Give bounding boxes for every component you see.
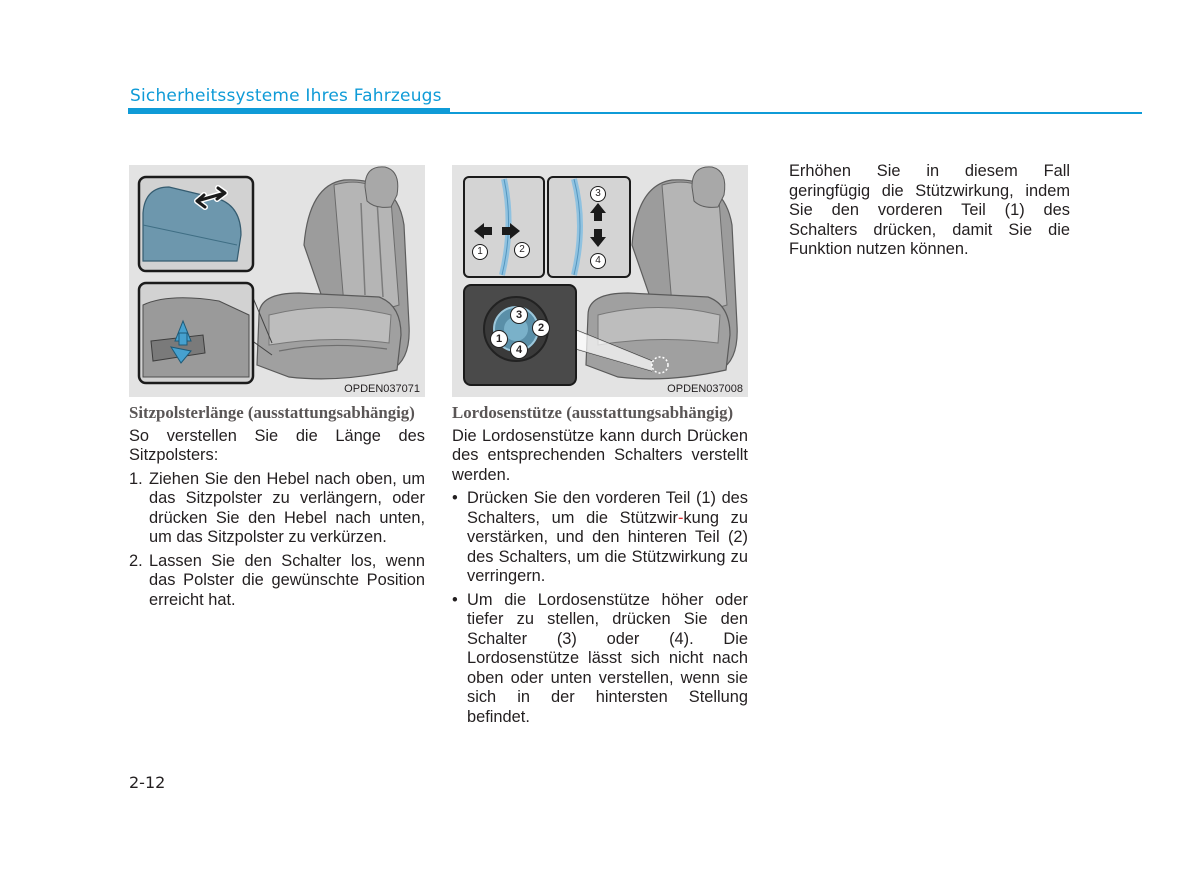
switch-button-4: 4 [510,341,528,359]
callout-2: 2 [514,242,530,258]
step-number: 1. [129,469,143,488]
continued-text: Erhöhen Sie in diesem Fall geringfügig die Stützwirkung, indem Sie den vorderen Teil (1) des Schalters drücken, damit Sie die Funktion nutzen können. [789,162,1070,258]
section-header-title: Sicherheitssysteme Ihres Fahrzeugs [130,86,442,106]
lumbar-support-section [452,403,748,731]
header-rule-accent [128,108,450,114]
callout-1: 1 [472,244,488,260]
list-item [129,470,425,548]
list-item [452,591,748,728]
switch-button-2: 2 [532,319,550,337]
section-heading: Lordosenstütze (ausstattungsabhängig) [452,403,734,422]
bullet-text [467,489,748,587]
step-number: 2. [129,551,143,570]
bullet-text-part: kung zu verstärken, und den hinteren Teil (2) des Schalters, um die Stützwirkung zu verringern. [467,508,748,585]
header-rule [450,112,1142,114]
continued-section [789,162,1070,264]
step-text: Ziehen Sie den Hebel nach oben, um das Sitzpolster zu verlängern, oder drücken Sie den Hebel nach unten, um das Sitzpolster zu verkürzen. [149,469,425,546]
switch-button-3: 3 [510,306,528,324]
section-intro: Die Lordosenstütze kann durch Drücken des entsprechenden Schalters verstellt werden. [452,426,748,484]
bullet-marker: • [452,590,458,609]
step-text: Lassen Sie den Schalter los, wenn das Polster die gewünschte Position erreicht hat. [149,551,425,609]
bullet-marker: • [452,489,458,507]
figure-code: OPDEN037008 [667,383,743,395]
figure-code: OPDEN037071 [344,383,420,395]
list-item [452,489,748,587]
list-item [129,552,425,611]
hyphen-mark: - [677,508,684,527]
seat-cushion-length-illustration [129,165,425,397]
callout-4: 4 [590,253,606,269]
switch-button-1: 1 [490,330,508,348]
bullet-text: Um die Lordosenstütze höher oder tiefer zu stellen, drücken Sie den Schalter (3) oder (4). Die Lordosenstütze lässt sich nicht nach oben oder unten verstellen, wenn sie sich in der hintersten Stellung befindet. [467,590,748,726]
lumbar-support-illustration [452,165,748,397]
bullet-text-part: Drücken Sie den vorderen Teil (1) des Schalters, um die Stützwir [467,489,748,527]
seat-cushion-length-drawing [129,165,425,397]
callout-3: 3 [590,186,606,202]
section-heading: Sitzpolsterlänge (ausstattungsabhängig) [129,403,415,422]
seat-cushion-length-section [129,403,425,614]
section-intro: So verstellen Sie die Länge des Sitzpolsters: [129,426,425,464]
page-number: 2-12 [129,773,166,792]
